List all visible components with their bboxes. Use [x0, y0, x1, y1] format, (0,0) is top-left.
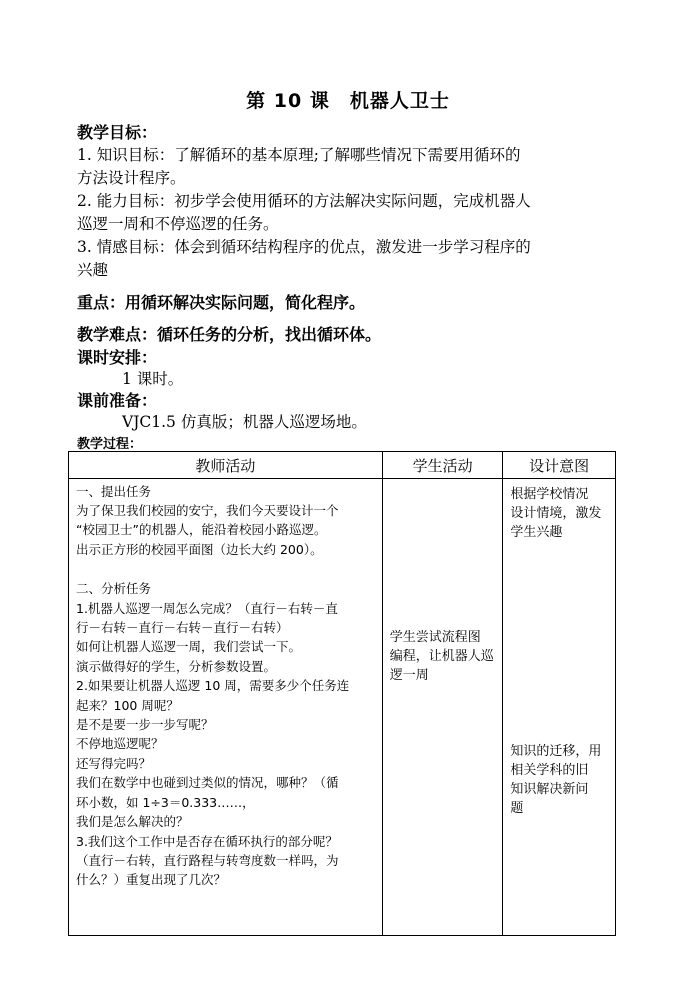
design-line: 学生兴趣 [510, 525, 563, 540]
student-line: 学生尝试流程图 [389, 630, 481, 645]
student-activity-cell [382, 479, 503, 936]
teacher-line: “校园卫士”的机器人，能沿着校园小路巡逻。 [76, 522, 327, 537]
teacher-line: 环小数，如 1÷3＝0.333……， [76, 795, 255, 810]
teacher-line: 我们在数学中也碰到过类似的情况，哪种？（循 [76, 775, 339, 790]
teacher-line: 演示做得好的学生，分析参数设置。 [76, 659, 277, 674]
objectives-heading: 教学目标： [77, 123, 158, 142]
objective-line: 巡逻一周和不停巡逻的任务。 [77, 215, 279, 233]
design-line: 知识解决新问 [510, 782, 589, 797]
objective-line: 兴趣 [77, 261, 109, 279]
header-teacher-activity: 教师活动 [69, 452, 383, 479]
objective-line: 2. 能力目标：初步学会使用循环的方法解决实际问题，完成机器人 [77, 192, 531, 210]
header-student-activity: 学生活动 [382, 452, 503, 479]
teacher-line: 2.如果要让机器人巡逻 10 周，需要多少个任务连 [76, 678, 350, 693]
teacher-line: 一、提出任务 [76, 484, 152, 499]
design-line: 题 [510, 801, 524, 816]
teacher-activity-cell [69, 479, 383, 936]
student-line: 编程，让机器人巡 [389, 649, 494, 664]
objective-line: 1. 知识目标：了解循环的基本原理;了解哪些情况下需要用循环的 [77, 146, 521, 164]
teacher-line: 如何让机器人巡逻一周，我们尝试一下。 [76, 639, 302, 654]
schedule-value: 1 课时。 [122, 370, 184, 388]
objective-line: 方法设计程序。 [77, 169, 186, 187]
design-line: 相关学科的旧 [510, 763, 589, 778]
teacher-line: （直行－右转，直行路程与转弯度数一样吗，为 [76, 853, 339, 868]
process-table [68, 451, 616, 936]
teacher-line: 不停地巡逻呢？ [76, 736, 164, 751]
teacher-line: 出示正方形的校园平面图（边长大约 200）。 [76, 542, 323, 557]
teaching-difficulty: 教学难点：循环任务的分析，找出循环体。 [77, 325, 382, 344]
key-point: 重点：用循环解决实际问题，简化程序。 [77, 293, 366, 312]
objective-line: 3. 情感目标：体会到循环结构程序的优点，激发进一步学习程序的 [77, 238, 531, 256]
teacher-line: 还写得完吗？ [76, 756, 152, 771]
teacher-line: 二、分析任务 [76, 581, 152, 596]
teacher-line: 我们是怎么解决的？ [76, 814, 189, 829]
teacher-line: 为了保卫我们校园的安宁，我们今天要设计一个 [76, 503, 339, 518]
student-line: 逻一周 [389, 668, 429, 683]
header-design-intent: 设计意图 [503, 452, 616, 479]
teacher-line: 3.我们这个工作中是否存在循环执行的部分呢？ [76, 834, 338, 849]
design-line: 设计情境，激发 [510, 506, 602, 521]
teacher-line: 什么？）重复出现了几次？ [76, 872, 227, 887]
design-line: 根据学校情况 [510, 487, 589, 502]
schedule-heading: 课时安排： [77, 348, 158, 367]
preparation-value: VJC1.5 仿真版；机器人巡逻场地。 [122, 413, 367, 431]
process-label: 教学过程： [77, 437, 143, 452]
teacher-line: 1.机器人巡逻一周怎么完成？（直行－右转－直 [76, 601, 338, 616]
preparation-heading: 课前准备： [77, 391, 158, 410]
table-row [69, 479, 616, 936]
teacher-line: 是不是要一步一步写呢？ [76, 717, 214, 732]
teacher-line: 行－右转－直行－右转－直行－右转） [76, 620, 289, 635]
teacher-line: 起来？100 周呢？ [76, 698, 179, 713]
design-intent-cell [503, 479, 616, 936]
design-line: 知识的迁移，用 [510, 744, 602, 759]
lesson-title: 第 10 课 机器人卫士 [246, 90, 450, 112]
table-header-row [69, 452, 616, 479]
